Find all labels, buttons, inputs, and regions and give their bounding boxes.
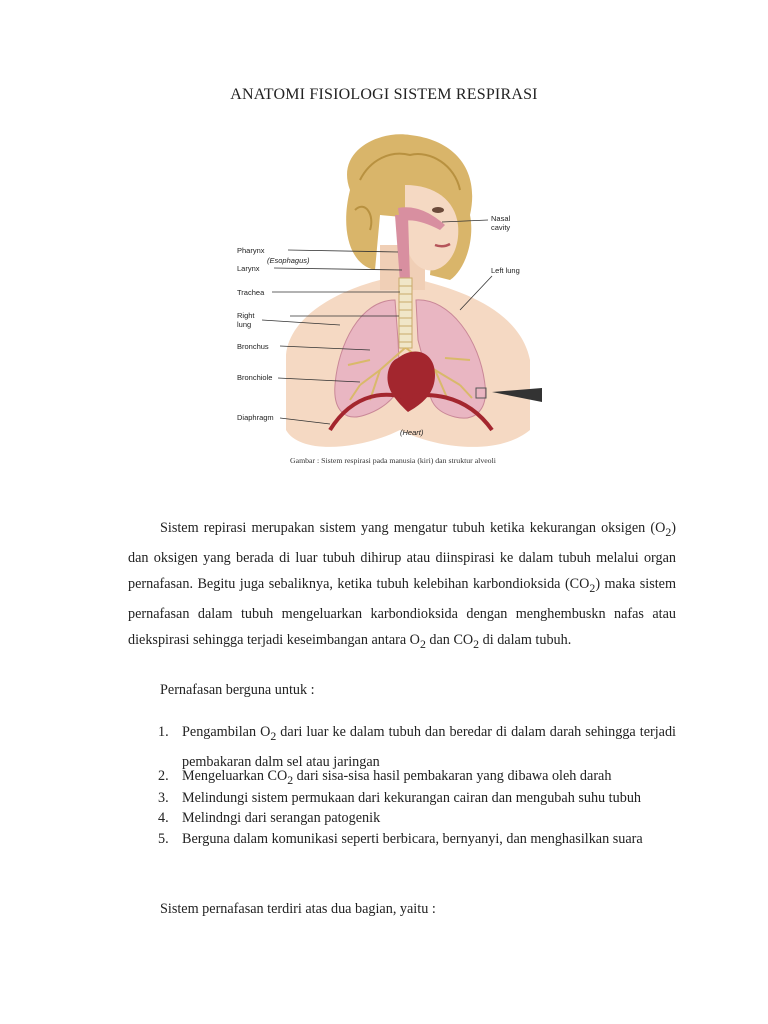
- body-paragraph: Sistem repirasi merupakan sistem yang mengatur tubuh ketika kekurangan oksigen $(O_2)$ dan oksigen yang berada di luar tubuh dihirup atau diinspirasi ke dalam tubuh melalui organ pernafasan. Begitu juga sebaliknya, ketika tubuh kelebihan karbondioksida $(CO_2)$ maka sistem pernafasan dalam tubuh mengeluarkan karbondioksida dengan menghembuskn nafas atau diekspirasi sehingga terjadi keseimbangan antara $O_2$ dan $CO_2$ di dalam tubuh.: [128, 520, 677, 651]
- trachea: [399, 278, 412, 348]
- label-heart: (Heart): [400, 428, 424, 437]
- label-esophagus: (Esophagus): [267, 256, 310, 265]
- label-right-lung-1: Right: [237, 311, 255, 320]
- anatomy-drawing: [230, 130, 542, 475]
- label-trachea: Trachea: [237, 288, 265, 297]
- closing-sentence: Sistem pernafasan terdiri atas dua bagian, yaitu :: [160, 901, 436, 917]
- document-title: ANATOMI FISIOLOGI SISTEM RESPIRASI: [230, 86, 538, 103]
- respiratory-system-illustration: [230, 130, 542, 475]
- figure-caption: Gambar : Sistem respirasi pada manusia (kiri) dan struktur alveoli: [290, 456, 496, 465]
- label-larynx: Larynx: [237, 264, 260, 273]
- label-bronchus: Bronchus: [237, 342, 269, 351]
- list-item: 5. Berguna dalam komunikasi seperti berbicara, bernyanyi, dan menghasilkan suara: [158, 830, 643, 847]
- label-nasal-2: cavity: [491, 223, 511, 232]
- list-item: 3. Melindungi sistem permukaan dari kekurangan cairan dan mengubah suhu tubuh: [158, 789, 642, 806]
- label-bronchiole: Bronchiole: [237, 373, 273, 382]
- label-left-lung: Left lung: [491, 266, 520, 275]
- label-right-lung-2: lung: [237, 320, 252, 329]
- label-pharynx: Pharynx: [237, 246, 265, 255]
- list-item: 1. Pengambilan $O_2$ dari luar ke dalam tubuh dan beredar di dalam darah sehingga terjadi pembakaran dalm sel atau jaringan: [158, 724, 676, 770]
- label-diaphragm: Diaphragm: [237, 413, 274, 422]
- list-item: 2. Mengeluarkan $CO_2$ dari sisa-sisa hasil pembakaran yang dibawa oleh darah: [158, 767, 612, 787]
- list-intro: Pernafasan berguna untuk :: [160, 682, 315, 698]
- label-nasal-1: Nasal: [491, 214, 511, 223]
- list-item: 4. Melindngi dari serangan patogenik: [158, 809, 381, 826]
- functions-list: [128, 719, 676, 851]
